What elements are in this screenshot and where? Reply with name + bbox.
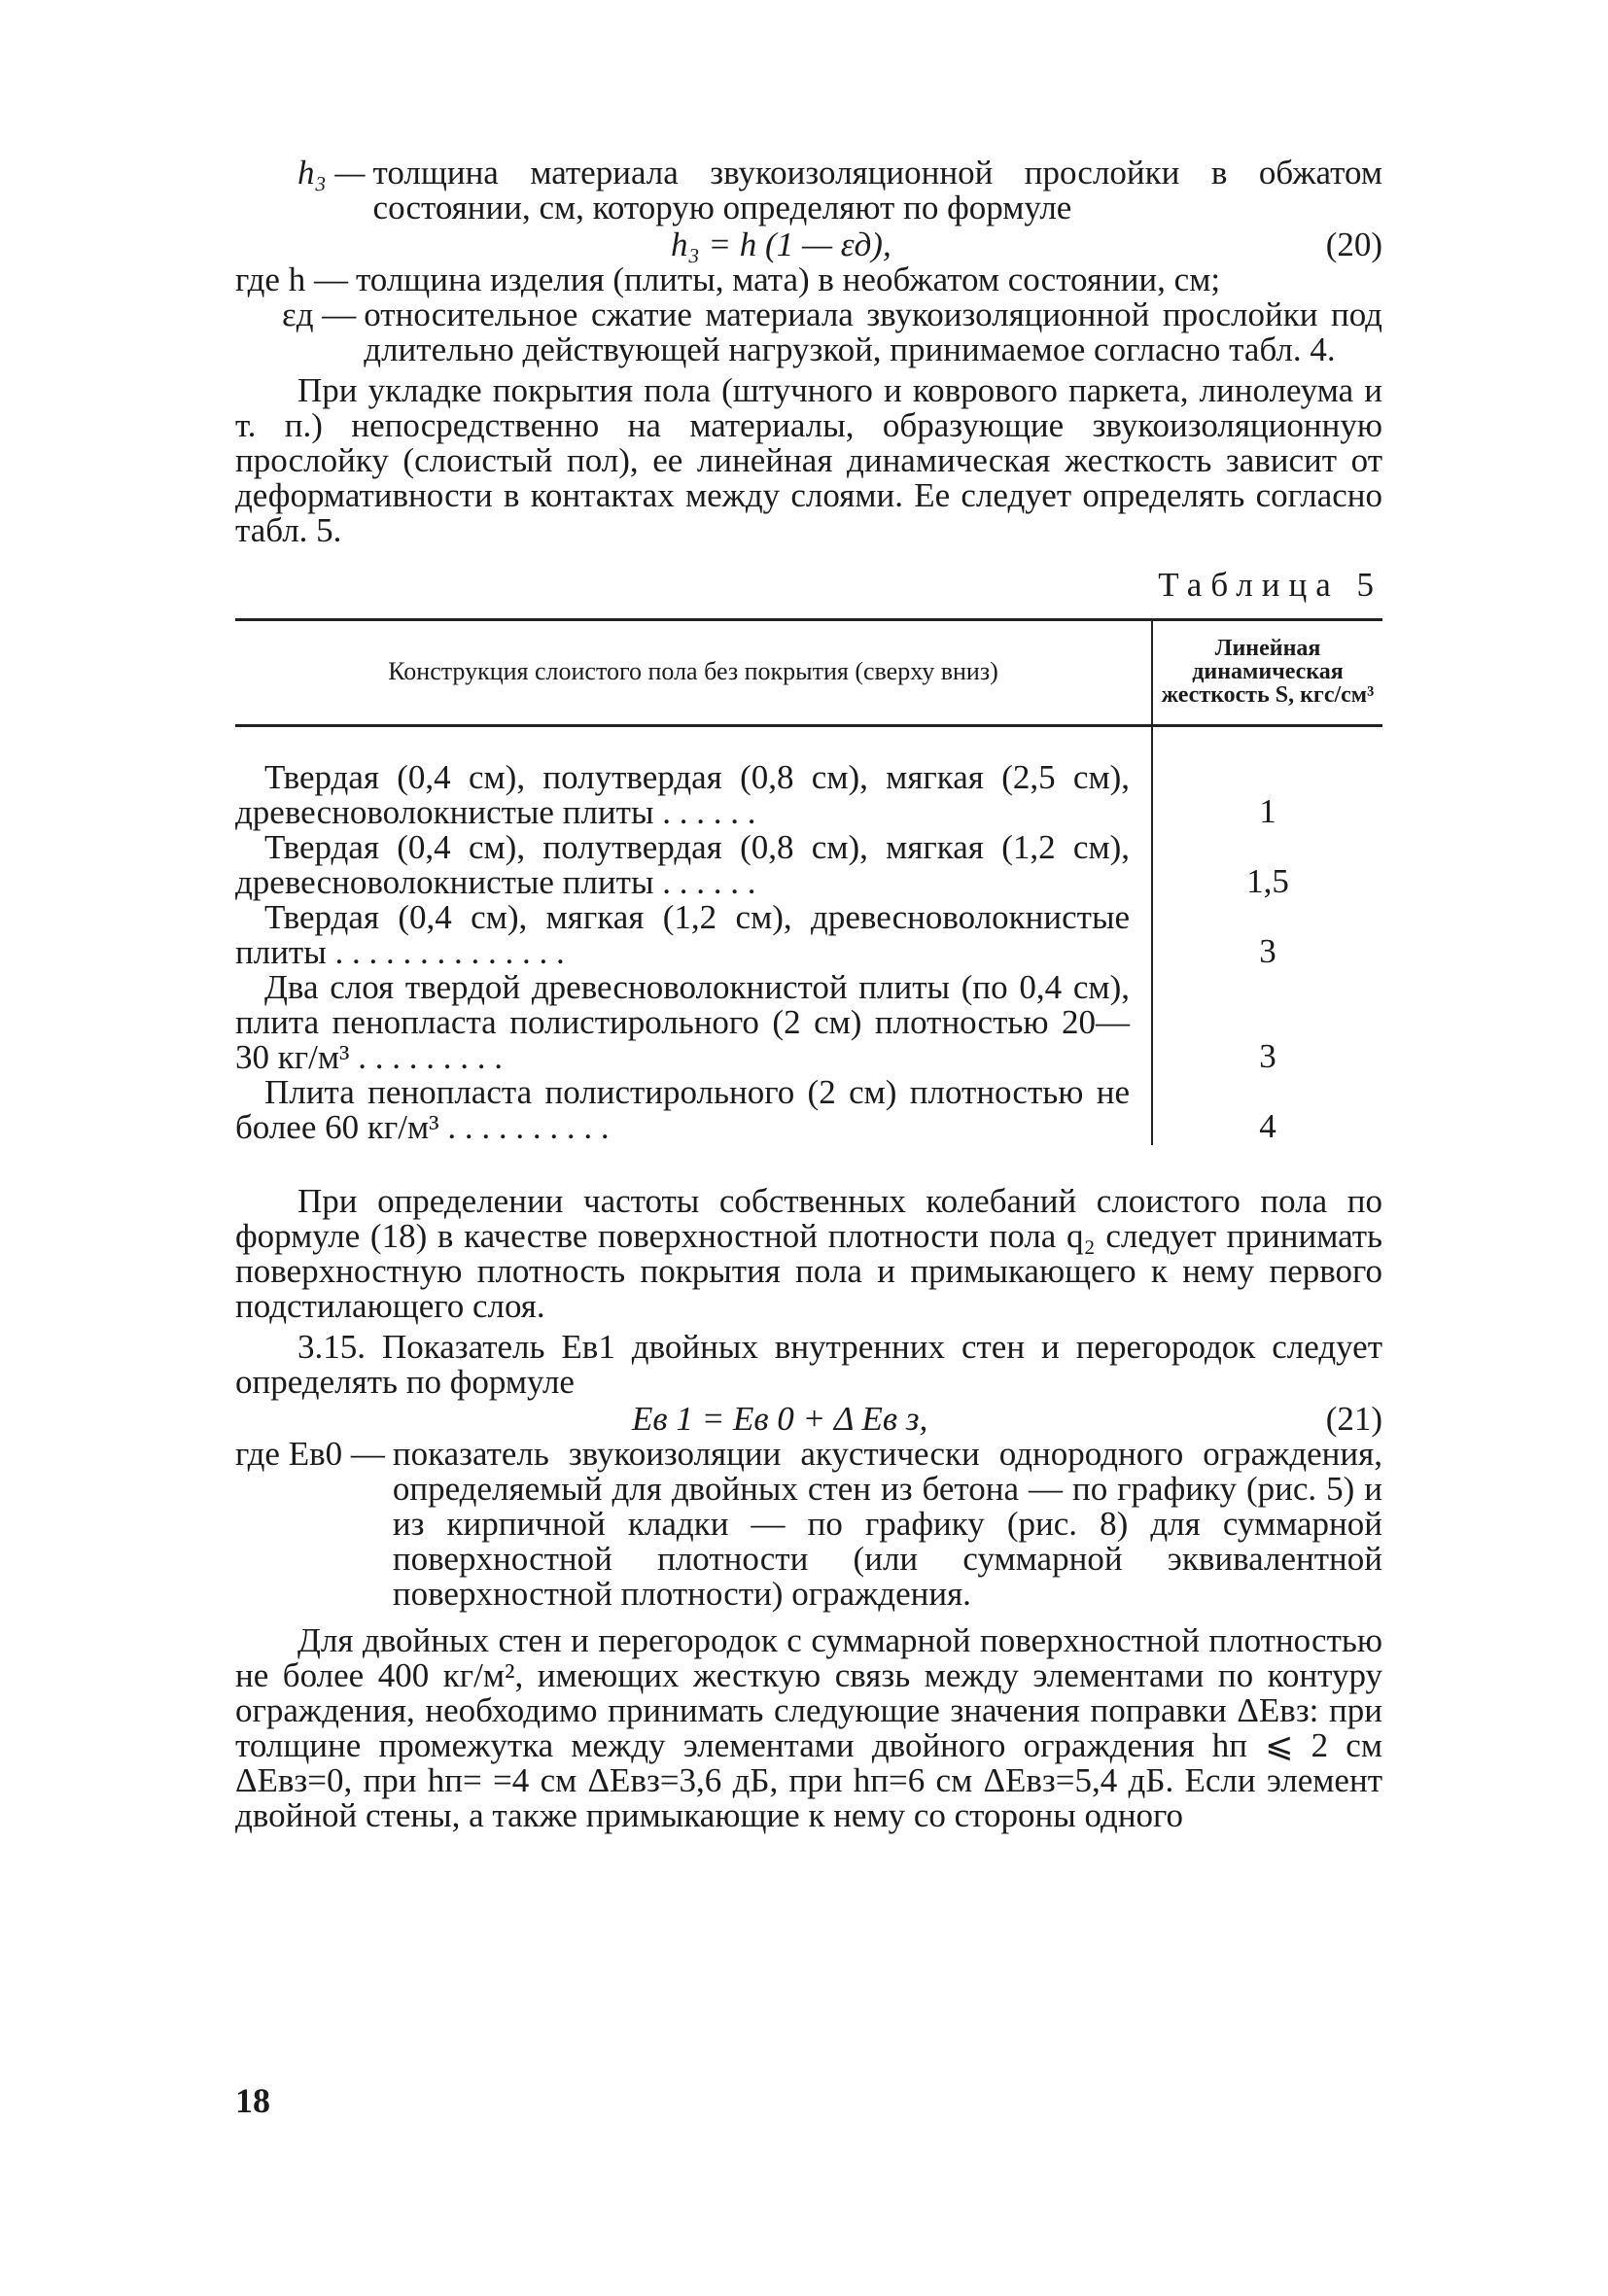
table-cell-construction: Твердая (0,4 см), полутвердая (0,8 см), мягкая (2,5 см), древесноволокнистые плиты . . . . . . bbox=[235, 760, 1152, 830]
table-header-stiffness: Линейная динамическая жесткость S, кгс/см³ bbox=[1152, 620, 1382, 726]
table-cell-construction: Твердая (0,4 см), полутвердая (0,8 см), мягкая (1,2 см), древесноволокнистые плиты . . . . . . bbox=[235, 830, 1152, 900]
table-caption: Таблица 5 bbox=[1158, 566, 1382, 604]
table-row bbox=[235, 760, 1382, 830]
definition-text: относительное сжатие материала звукоизоляционной прослойки под длительно действующей нагрузкой, принимаемое согласно табл. 4. bbox=[364, 296, 1382, 368]
definition-h3 bbox=[235, 156, 1382, 226]
definition-h bbox=[235, 262, 1382, 297]
definition-ev0 bbox=[235, 1437, 1382, 1612]
paragraph-section-3-15: 3.15. Показатель Eв1 двойных внутренних стен и перегородок следует определять по формуле bbox=[235, 1328, 1382, 1401]
formula-number: (21) bbox=[1325, 1400, 1382, 1438]
formula-21 bbox=[235, 1402, 1382, 1437]
definition-text: толщина материала звукоизоляционной прослойки в обжатом состоянии, см, которую определяют по формуле bbox=[372, 154, 1382, 226]
table-row bbox=[235, 1075, 1382, 1145]
formula-expression: h₃ = h (1 — εд), bbox=[671, 226, 891, 263]
definition-term: εд — bbox=[282, 296, 357, 333]
table-header-row bbox=[235, 620, 1382, 726]
table-row bbox=[235, 900, 1382, 970]
table-row bbox=[235, 830, 1382, 900]
formula-20 bbox=[235, 227, 1382, 262]
paragraph-double-walls: Для двойных стен и перегородок с суммарной поверхностной плотностью не более 400 кг/м², имеющих жесткую связь между элементами по контуру ограждения, необходимо принимать следующие значения поправки ΔEвз: при толщине промежутка между элементами двойного ограждения hп ⩽ 2 см ΔEвз=0, при hп= =4 см ΔEвз=3,6 дБ, при hп=6 см ΔEвз=5,4 дБ. Если элемент двойной стены, а также примыкающие к нему со стороны одного bbox=[235, 1621, 1382, 1834]
formula-number: (20) bbox=[1325, 226, 1382, 263]
table-cell-stiffness: 4 bbox=[1259, 1107, 1276, 1145]
definition-term: где h — bbox=[235, 261, 348, 298]
page-number: 18 bbox=[235, 2081, 270, 2120]
paragraph-frequency: При определении частоты собственных колебаний слоистого пола по формуле (18) в качестве поверхностной плотности пола q₂ следует принимать поверхностную плотность покрытия пола и примыкающего к нему первого подстилающего слоя. bbox=[235, 1182, 1382, 1325]
formula-expression: Eв 1 = Eв 0 + Δ Eв з, bbox=[632, 1400, 928, 1438]
table-cell-construction: Твердая (0,4 см), мягкая (1,2 см), древесноволокнистые плиты . . . . . . . . . . . . . . bbox=[235, 900, 1152, 970]
table-spacer bbox=[235, 726, 1382, 761]
table-header-construction: Конструкция слоистого пола без покрытия (сверху вниз) bbox=[235, 620, 1152, 726]
definition-term: где Eв0 — bbox=[235, 1435, 385, 1473]
definition-term: h₃ — bbox=[297, 154, 366, 191]
paragraph-layered-floor: При укладке покрытия пола (штучного и коврового паркета, линолеума и т. п.) непосредственно на материалы, образующие звукоизоляционную прослойку (слоистый пол), ее линейная динамическая жесткость зависит от деформативности в контактах между слоями. Ее следует определять согласно табл. 5. bbox=[235, 371, 1382, 549]
stiffness-table bbox=[235, 618, 1382, 1145]
table-cell-stiffness: 3 bbox=[1259, 932, 1276, 970]
table-row bbox=[235, 970, 1382, 1075]
table-cell-stiffness: 3 bbox=[1259, 1037, 1276, 1075]
table-cell-construction: Два слоя твердой древесноволокнистой плиты (по 0,4 см), плита пенопласта полистирольного (2 см) плотностью 20—30 кг/м³ . . . . . . . . . bbox=[235, 970, 1152, 1075]
definition-text: толщина изделия (плиты, мата) в необжатом состоянии, см; bbox=[355, 261, 1221, 298]
table-cell-stiffness: 1 bbox=[1259, 792, 1276, 830]
table-cell-construction: Плита пенопласта полистирольного (2 см) плотностью не более 60 кг/м³ . . . . . . . . . . bbox=[235, 1075, 1152, 1145]
table-cell-stiffness: 1,5 bbox=[1246, 862, 1289, 900]
page-content bbox=[235, 156, 1382, 1833]
definition-text: показатель звукоизоляции акустически однородного ограждения, определяемый для двойных стен из бетона — по графику (рис. 5) и из кирпичной кладки — по графику (рис. 8) для суммарной поверхностной плотности (или суммарной эквивалентной поверхностной плотности) ограждения. bbox=[392, 1435, 1382, 1613]
definition-epsilon bbox=[235, 297, 1382, 367]
